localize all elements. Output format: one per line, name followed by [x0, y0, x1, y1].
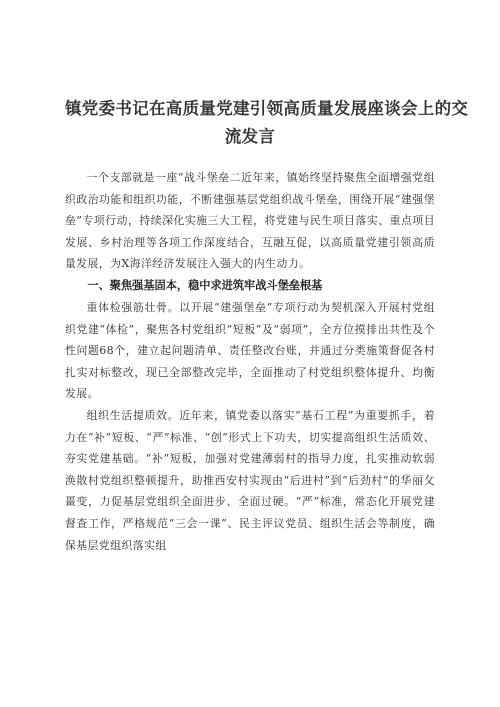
body-paragraph-1: 重体检强筋壮骨。以开展“建强堡垒”专项行动为契机深入开展村党组织党建“体检”，聚焦各村党组织“短板”及“弱项”，全方位摸排出共性及个性问题68个，建立起问题清单、责任整改台账，并通过分类施策督促各村扎实对标整改，现已全部整改完毕，全面推动了村党组织整体提升、均衡发展。: [65, 300, 435, 401]
intro-paragraph: 一个支部就是一座“战斗堡垒二近年来，镇始终坚持聚焦全面增强党组织政治功能和组织功能，不断建强基层党组织战斗堡垒，围绕开展“建强堡垒”专项行动，持续深化实施三大工程，将党建与民生项目落实、重点项目发展、乡村治理等各项工作深度结合，互融互促，以高质量党建引领高质量发展，为X海洋经济发展注入强大的内生动力。: [65, 171, 435, 271]
section-heading-1: 一、聚焦强基固本，稳中求进筑牢战斗堡垒根基: [87, 278, 323, 292]
document-title: [65, 95, 469, 151]
title-line-1: 镇党委书记在高质量党建引领高质量发展座谈会上的交: [65, 99, 469, 118]
document-body: [65, 167, 435, 556]
title-line-2: 流发言: [224, 127, 276, 146]
body-paragraph-2: 组织生活提质效。近年来，镇党委以落实“基石工程”为重要抓手，着力在“补”短板、“严”标准、“创”形式上下功夫，切实提高组织生活质效、夯实党建基础。“补”短板，加强对党建薄弱村的指导力度，扎实推动软弱涣散村党组织整顿提升，助推西安村实现由“后进村”到“后劲村”的华丽攵畺变，力促基层党组织全面进步、全面过硬。“严”标准，常态化开展党建督查工作，严格规范“三会一课”、民主评议党员、组织生活会等制度，确保基层党组织落实组: [65, 408, 435, 552]
